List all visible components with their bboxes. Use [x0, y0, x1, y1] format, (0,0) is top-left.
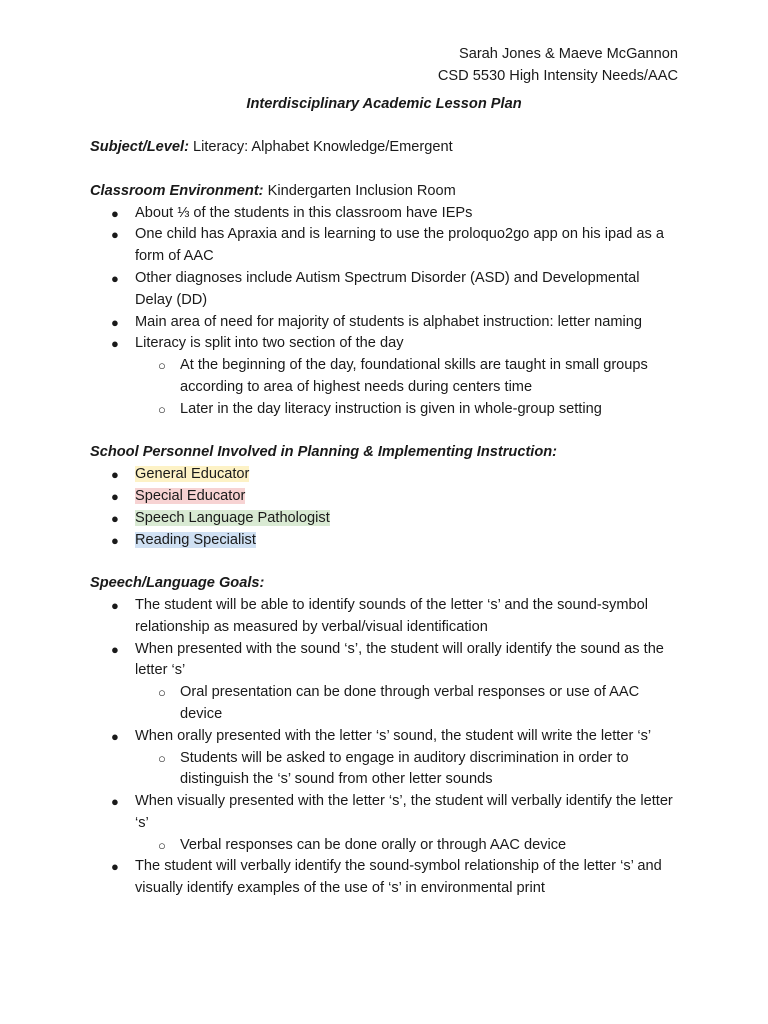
- environment-line: [90, 181, 678, 203]
- sub-list-item: ○ Later in the day literacy instruction is given in whole-group setting: [90, 399, 678, 421]
- list-item: ● Other diagnoses include Autism Spectrum Disorder (ASD) and Developmental Delay (DD): [111, 269, 640, 308]
- hollow-bullet-icon: ○: [158, 750, 166, 766]
- bullet-icon: ●: [111, 597, 119, 613]
- speech-language-pathologist: Speech Language Pathologist: [135, 509, 330, 526]
- bullet-icon: ●: [111, 859, 119, 875]
- bullet-icon: ●: [111, 641, 119, 657]
- goals-heading: Speech/Language Goals:: [90, 575, 265, 592]
- document-title: Interdisciplinary Academic Lesson Plan: [246, 95, 522, 112]
- environment-label: Classroom Environment:: [90, 182, 264, 199]
- list-item: [90, 508, 678, 530]
- hollow-bullet-icon: ○: [158, 837, 166, 853]
- list-item: ● One child has Apraxia and is learning to use the proloquo2go app on his ipad as a form of AAC: [111, 226, 664, 265]
- bullet-icon: ●: [111, 336, 119, 352]
- list-item: [90, 464, 678, 486]
- list-item: ● When presented with the sound ‘s’, the student will orally identify the sound as the letter ‘s’: [111, 640, 664, 679]
- author-names: Sarah Jones & Maeve McGannon: [458, 46, 678, 62]
- personnel-list: [90, 464, 678, 551]
- bullet-icon: ●: [111, 728, 119, 744]
- goals-list: [90, 595, 678, 900]
- hollow-bullet-icon: ○: [158, 685, 166, 701]
- sub-list-item: ○ Verbal responses can be done orally or through AAC device: [90, 835, 678, 857]
- bullet-icon: ●: [111, 510, 119, 526]
- subject-value: Literacy: Alphabet Knowledge/Emergent: [193, 139, 453, 156]
- general-educator: General Educator: [135, 466, 250, 483]
- list-item: ● Literacy is split into two section of the day: [90, 333, 678, 355]
- personnel-heading: School Personnel Involved in Planning & Implementing Instruction:: [90, 444, 558, 461]
- list-item: ● When visually presented with the letter ‘s’, the student will verbally identify the letter ‘s’: [111, 793, 673, 831]
- list-item: [90, 530, 678, 552]
- special-educator: Special Educator: [135, 487, 246, 504]
- list-item: ● The student will verbally identify the sound-symbol relationship of the letter ‘s’ and visually identify examples of the use of ‘s’ in environmental print: [111, 858, 662, 897]
- hollow-bullet-icon: ○: [158, 401, 166, 417]
- environment-value: Kindergarten Inclusion Room: [267, 182, 456, 199]
- list-item: ● When orally presented with the letter ‘s’ sound, the student will write the letter ‘s’: [90, 726, 678, 748]
- subject-line: [90, 137, 678, 159]
- bullet-icon: ●: [111, 270, 119, 286]
- bullet-icon: ●: [111, 467, 119, 483]
- list-item: ● Main area of need for majority of students is alphabet instruction: letter naming: [90, 312, 678, 334]
- course-name: CSD 5530 High Intensity Needs/AAC: [437, 67, 678, 84]
- bullet-icon: ●: [111, 314, 119, 330]
- bullet-icon: ●: [111, 227, 119, 243]
- list-item: [90, 486, 678, 508]
- reading-specialist: Reading Specialist: [135, 531, 256, 548]
- hollow-bullet-icon: ○: [158, 358, 166, 374]
- subject-label: Subject/Level:: [90, 139, 189, 156]
- sub-list-item: ○ Students will be asked to engage in auditory discrimination in order to distinguish the ‘s’ sound from other letter sounds: [158, 749, 629, 788]
- bullet-icon: ●: [111, 794, 119, 810]
- list-item: ● The student will be able to identify sounds of the letter ‘s’ and the sound-symbol relationship as measured by verbal/visual identification: [111, 596, 648, 635]
- bullet-icon: ●: [111, 488, 119, 504]
- bullet-icon: ●: [111, 532, 119, 548]
- bullet-icon: ●: [111, 205, 119, 221]
- sub-list-item: ○ Oral presentation can be done through verbal responses or use of AAC device: [158, 684, 640, 722]
- environment-list: [90, 203, 678, 421]
- document-page: [90, 44, 678, 900]
- sub-list-item: ○ At the beginning of the day, foundational skills are taught in small groups according to area of highest needs during centers time: [158, 357, 648, 395]
- list-item: ● About ⅓ of the students in this classroom have IEPs: [90, 203, 678, 225]
